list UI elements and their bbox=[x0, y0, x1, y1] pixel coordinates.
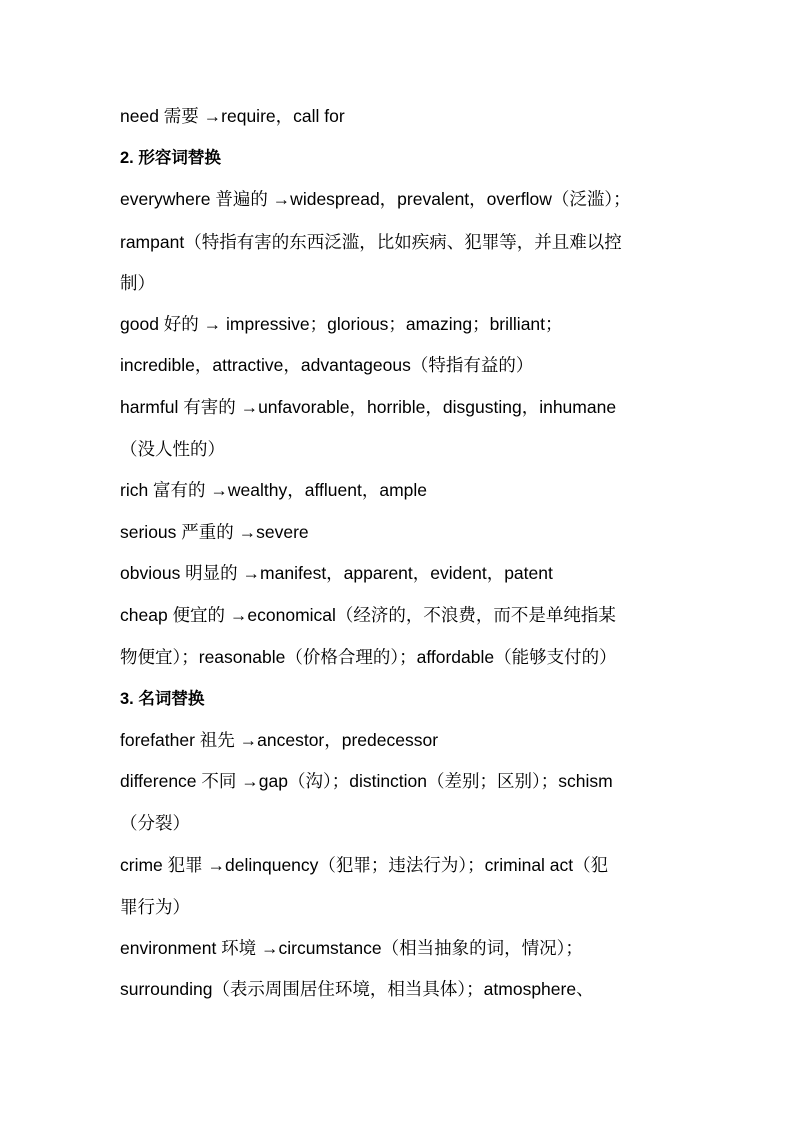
entry-serious: serious 严重的 →severe bbox=[120, 522, 309, 542]
entry-harmful: harmful 有害的 →unfavorable，horrible，disgusting，inhumane bbox=[120, 397, 617, 417]
entry-need: need 需要 →require，call for bbox=[120, 106, 345, 126]
entry-everywhere: everywhere 普遍的 →widespread，prevalent，overflow（泛滥）； bbox=[120, 189, 631, 209]
entry-forefather: forefather 祖先 →ancestor，predecessor bbox=[120, 730, 439, 750]
entry-difference: difference 不同 →gap（沟）；distinction（差别；区别）；schism bbox=[120, 771, 613, 791]
entry-environment-cont: surrounding（表示周围居住环境，相当具体）；atmosphere、 bbox=[120, 979, 594, 999]
entry-good: good 好的 → impressive；glorious；amazing；brilliant； bbox=[120, 314, 563, 334]
entry-crime: crime 犯罪 →delinquency（犯罪；违法行为）；criminal act（犯 bbox=[120, 855, 609, 875]
entry-good-cont: incredible，attractive，advantageous（特指有益的） bbox=[120, 355, 534, 375]
entry-difference-cont: （分裂） bbox=[120, 813, 190, 833]
entry-rampant: rampant（特指有害的东西泛滥，比如疾病、犯罪等，并且难以控 bbox=[120, 232, 622, 252]
entry-obvious: obvious 明显的 →manifest，apparent，evident，patent bbox=[120, 563, 553, 583]
section-heading-adjectives: 2. 形容词替换 bbox=[120, 149, 221, 167]
entry-crime-cont: 罪行为） bbox=[120, 897, 190, 917]
entry-environment: environment 环境 →circumstance（相当抽象的词，情况）； bbox=[120, 938, 583, 958]
entry-cheap-cont: 物便宜）；reasonable（价格合理的）；affordable（能够支付的） bbox=[120, 647, 617, 667]
entry-harmful-cont: （没人性的） bbox=[120, 439, 225, 459]
entry-cheap: cheap 便宜的 →economical（经济的，不浪费，而不是单纯指某 bbox=[120, 605, 616, 625]
entry-rich: rich 富有的 →wealthy，affluent，ample bbox=[120, 480, 428, 500]
section-heading-nouns: 3. 名词替换 bbox=[120, 690, 205, 708]
entry-rampant-cont: 制） bbox=[120, 273, 155, 293]
